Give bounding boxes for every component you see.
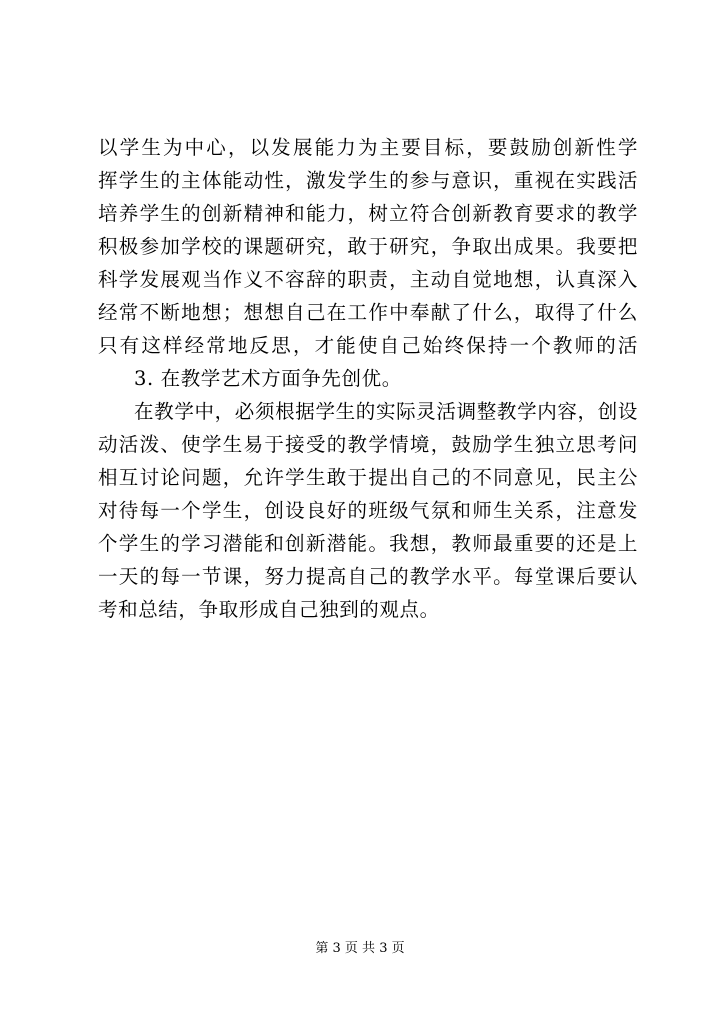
text-line: 考和总结，争取形成自己独到的观点。 (98, 598, 440, 621)
section-heading: 3. 在教学艺术方面争先创优。 (134, 367, 402, 390)
text-line: 相互讨论问题，允许学生敢于提出自己的不同意见，民主公 (98, 466, 638, 489)
text-line: 对待每一个学生，创设良好的班级气氛和师生关系，注意发 (98, 499, 638, 522)
text-line: 积极参加学校的课题研究，敢于研究，争取出成果。我要把 (98, 235, 638, 258)
text-line: 科学发展观当作义不容辞的职责，主动自觉地想，认真深入 (98, 268, 638, 291)
text-line: 经常不断地想；想想自己在工作中奉献了什么，取得了什么 (98, 301, 638, 324)
page-footer: 第 3 页 共 3 页 (315, 941, 405, 956)
text-line: 在教学中，必须根据学生的实际灵活调整教学内容，创设 (134, 400, 638, 423)
text-line: 培养学生的创新精神和能力，树立符合创新教育要求的教学 (98, 202, 638, 225)
paragraph-1 (98, 131, 638, 362)
text-line: 以学生为中心，以发展能力为主要目标，要鼓励创新性学 (98, 136, 638, 159)
document-body (98, 131, 638, 626)
text-line: 动活泼、使学生易于接受的教学情境，鼓励学生独立思考问 (98, 433, 638, 456)
text-line: 个学生的学习潜能和创新潜能。我想，教师最重要的还是上 (98, 532, 638, 555)
text-line: 只有这样经常地反思，才能使自己始终保持一个教师的活 (98, 334, 638, 357)
text-line: 一天的每一节课，努力提高自己的教学水平。每堂课后要认 (98, 565, 638, 588)
text-line: 挥学生的主体能动性，激发学生的参与意识，重视在实践活 (98, 169, 638, 192)
paragraph-2 (98, 395, 638, 626)
